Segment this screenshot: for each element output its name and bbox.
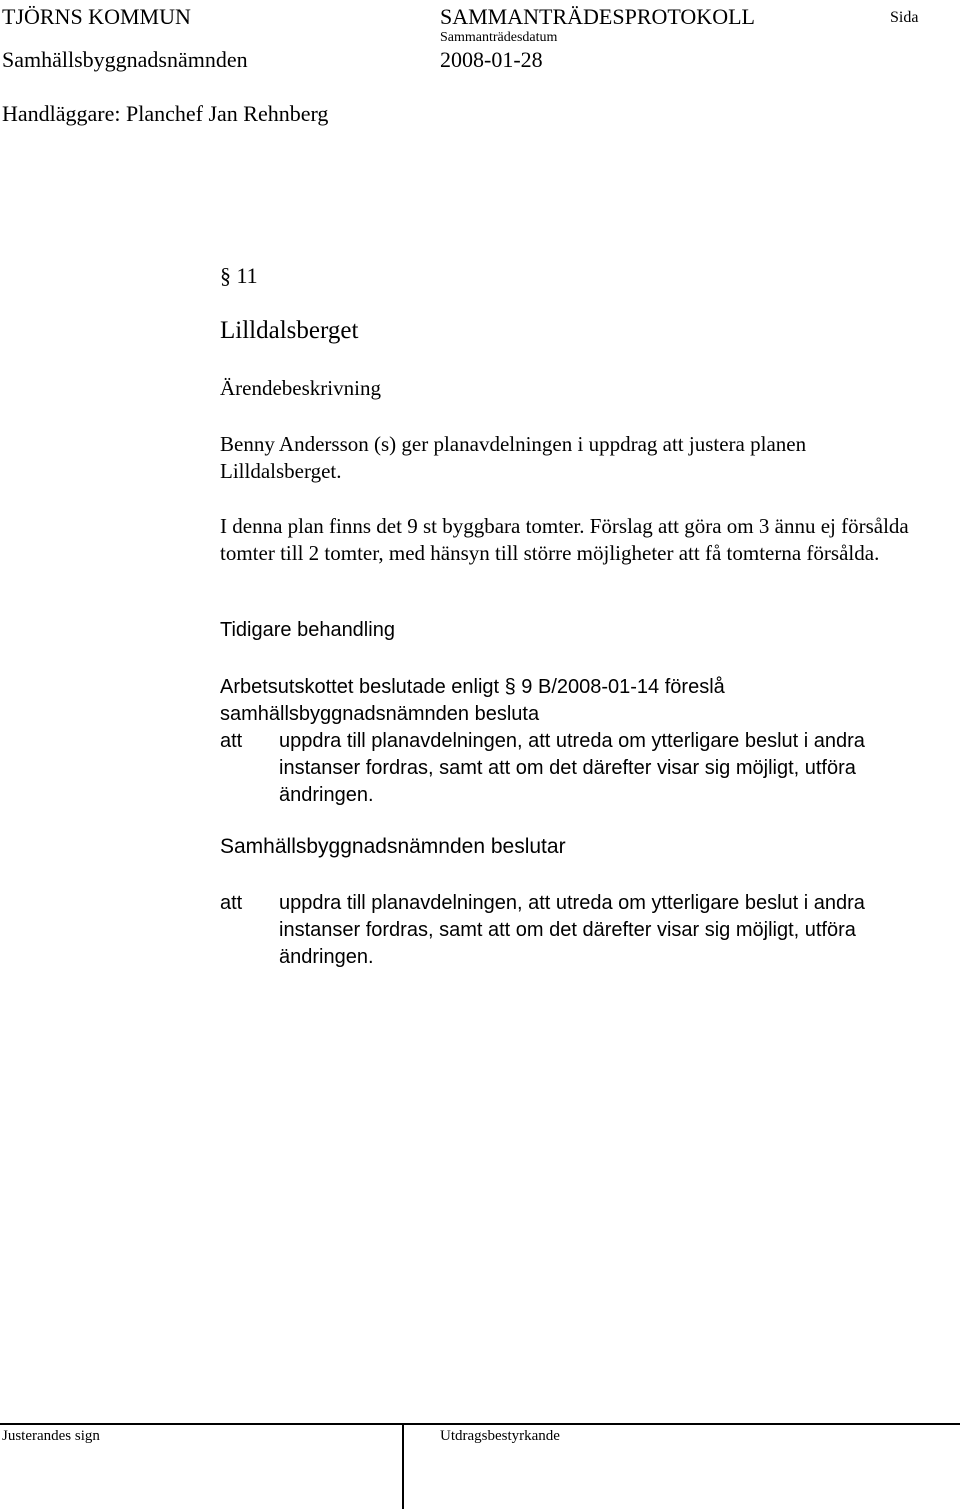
document-type: SAMMANTRÄDESPROTOKOLL: [440, 4, 755, 29]
item-number: § 11: [220, 263, 258, 288]
previous-handling-text: Arbetsutskottet beslutade enligt § 9 B/2008-01-14 föreslå samhällsbyggnadsnämnden besluta: [220, 676, 725, 725]
previous-handling-heading: Tidigare behandling: [220, 619, 395, 641]
att-key: att: [220, 892, 243, 914]
att-key: att: [220, 730, 243, 752]
signature-label: Justerandes sign: [2, 1428, 100, 1444]
item-title: Lilldalsberget: [220, 317, 359, 344]
description-heading: Ärendebeskrivning: [220, 376, 381, 400]
page-label: Sida: [890, 9, 919, 26]
municipality-name: TJÖRNS KOMMUN: [2, 4, 191, 29]
extract-certification-label: Utdragsbestyrkande: [440, 1428, 560, 1444]
att-value: uppdra till planavdelningen, att utreda om ytterligare beslut i andra instanser fordras, samt att om det därefter visar sig möjligt, utföra ändringen.: [279, 892, 865, 968]
decision-att-clause: [220, 890, 920, 971]
date-label: Sammanträdesdatum: [440, 30, 558, 45]
footer-column-divider: [402, 1423, 404, 1509]
board-name: Samhällsbyggnadsnämnden: [2, 47, 248, 72]
decision-heading: Samhällsbyggnadsnämnden beslutar: [220, 835, 566, 858]
handler: Handläggare: Planchef Jan Rehnberg: [2, 101, 329, 126]
att-value: uppdra till planavdelningen, att utreda om ytterligare beslut i andra instanser fordras, samt att om det därefter visar sig möjligt, utföra ändringen.: [279, 730, 865, 806]
description-paragraph-1: Benny Andersson (s) ger planavdelningen i uppdrag att justera planen Lilldalsberget.: [220, 432, 807, 483]
description-paragraph-2: I denna plan finns det 9 st byggbara tomter. Förslag att göra om 3 ännu ej försålda tomter till 2 tomter, med hänsyn till större möjligheter att få tomterna försålda.: [220, 514, 909, 565]
previous-handling-att-clause: [220, 728, 920, 809]
meeting-date: 2008-01-28: [440, 47, 543, 72]
footer-divider: [0, 1423, 960, 1425]
